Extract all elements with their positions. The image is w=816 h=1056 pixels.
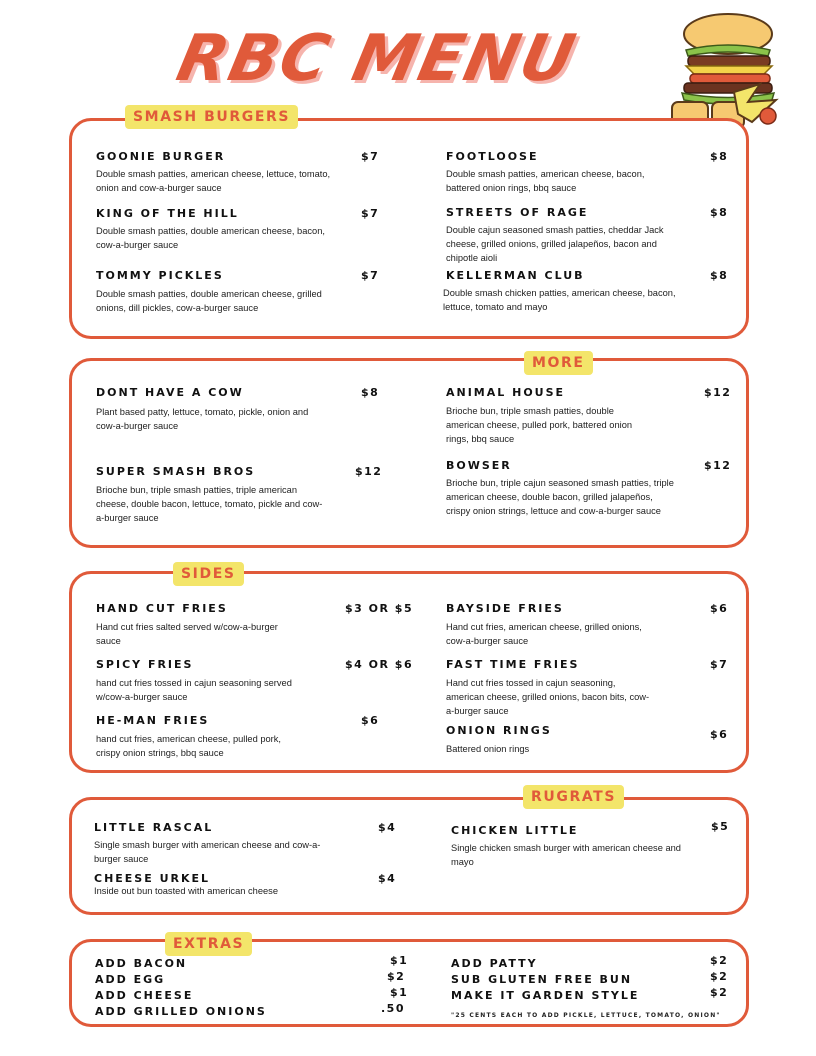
extra-add-egg: ADD EGG [95,973,166,986]
more-tab: MORE [524,351,593,375]
extra-make-it-garden-style: MAKE IT GARDEN STYLE [451,989,640,1002]
smash-burgers-tab: SMASH BURGERS [125,105,298,129]
extra-add-cheese: ADD CHEESE [95,989,194,1002]
extra-add-bacon: ADD BACON [95,957,188,970]
stacked-burger-logo-icon [664,10,792,132]
menu-title: RBC MENU [170,22,583,96]
extra-add-grilled-onions: ADD GRILLED ONIONS [95,1005,267,1018]
rugrats-tab: RUGRATS [523,785,624,809]
extras-tab: EXTRAS [165,932,252,956]
extras-note: "25 CENTS EACH TO ADD PICKLE, LETTUCE, TOMATO, ONION" [451,1012,721,1019]
extra-sub-gluten-free-bun: SUB GLUTEN FREE BUN [451,973,633,986]
sides-tab: SIDES [173,562,244,586]
extra-add-patty: ADD PATTY [451,957,538,970]
